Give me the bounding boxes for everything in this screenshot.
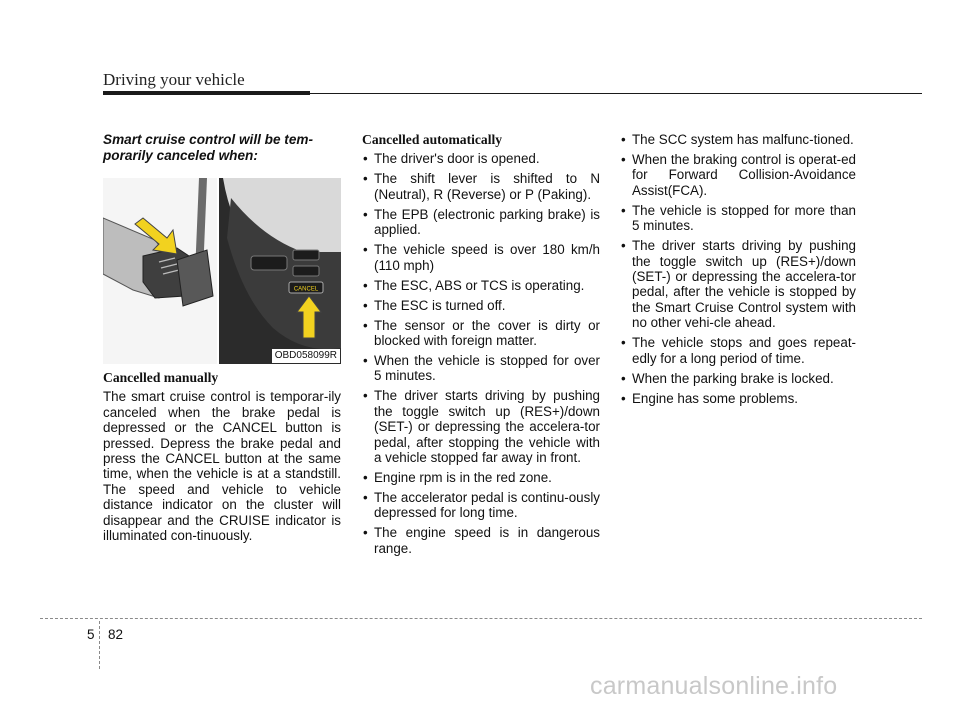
auto-heading: Cancelled automatically xyxy=(362,132,503,147)
brake-pedal-pad xyxy=(177,250,213,306)
list-item: • The driver starts driving by pushing the toggle switch up (RES+)/down (SET-) or depressing the accelera-tor pedal, after stopping the vehicle with a vehicle stopped far away in front. xyxy=(362,388,600,465)
list-item: • The vehicle is stopped for more than 5 minutes. xyxy=(620,203,856,234)
list-item: • The vehicle speed is over 180 km/h (110 mph) xyxy=(362,242,600,273)
page-number: 82 xyxy=(108,627,124,642)
left-column xyxy=(103,132,341,543)
header-title: Driving your vehicle xyxy=(103,70,245,89)
manual-heading: Cancelled manually xyxy=(103,370,219,385)
wheel-button-1 xyxy=(293,250,319,260)
toggle-switch xyxy=(251,256,287,270)
cancel-figure xyxy=(103,178,341,364)
footer-divider xyxy=(99,621,100,669)
warning-heading: Smart cruise control will be tem-porarily canceled when: xyxy=(103,132,313,163)
list-item: • The driver starts driving by pushing the toggle switch up (RES+)/down (SET-) or depressing the accelera-tor pedal, after the vehicle is stopped by the Smart Cruise Control system with no other vehi-cle ahead. xyxy=(620,238,856,330)
list-item: • When the parking brake is locked. xyxy=(620,371,856,386)
cancel-button-label: CANCEL xyxy=(293,286,319,293)
list-item: • The shift lever is shifted to N (Neutral), R (Reverse) or P (Paking). xyxy=(362,171,600,202)
figure-code: OBD058099R xyxy=(272,349,340,363)
wheel-button-2 xyxy=(293,266,319,276)
list-item: • The vehicle stops and goes repeat-edly for a long period of time. xyxy=(620,335,856,366)
footer-rule xyxy=(40,618,922,619)
cancel-illustration xyxy=(103,178,341,364)
list-item: • Engine rpm is in the red zone. xyxy=(362,470,600,485)
auto-cancel-list-continued xyxy=(620,132,856,406)
header-rule-thick xyxy=(103,91,310,95)
auto-cancel-list xyxy=(362,151,600,556)
right-column xyxy=(620,132,856,411)
list-item: • The sensor or the cover is dirty or blocked with foreign matter. xyxy=(362,318,600,349)
middle-column xyxy=(362,132,600,561)
watermark: carmanualsonline.info xyxy=(590,672,838,700)
list-item: • When the vehicle is stopped for over 5 minutes. xyxy=(362,353,600,384)
list-item: • The engine speed is in dangerous range. xyxy=(362,525,600,556)
list-item: • The SCC system has malfunc-tioned. xyxy=(620,132,856,147)
chapter-number: 5 xyxy=(87,627,95,642)
list-item: • When the braking control is operat-ed for Forward Collision-Avoidance Assist(FCA). xyxy=(620,152,856,198)
manual-paragraph: The smart cruise control is temporar-ily canceled when the brake pedal is depressed or the CANCEL button is pressed. Depress the brake pedal and press the CANCEL button at the same time, when the vehicle is at a standstill. The speed and vehicle to vehicle distance indicator on the cluster will disappear and the CRUISE indicator is illuminated con-tinuously. xyxy=(103,389,341,544)
list-item: • The driver's door is opened. xyxy=(362,151,600,166)
panel-divider xyxy=(217,178,219,364)
list-item: • The ESC is turned off. xyxy=(362,298,600,313)
list-item: • The EPB (electronic parking brake) is applied. xyxy=(362,207,600,238)
header-rule-thin xyxy=(310,93,922,94)
list-item: • The accelerator pedal is continu-ously depressed for long time. xyxy=(362,490,600,521)
list-item: • The ESC, ABS or TCS is operating. xyxy=(362,278,600,293)
list-item: • Engine has some problems. xyxy=(620,391,856,406)
